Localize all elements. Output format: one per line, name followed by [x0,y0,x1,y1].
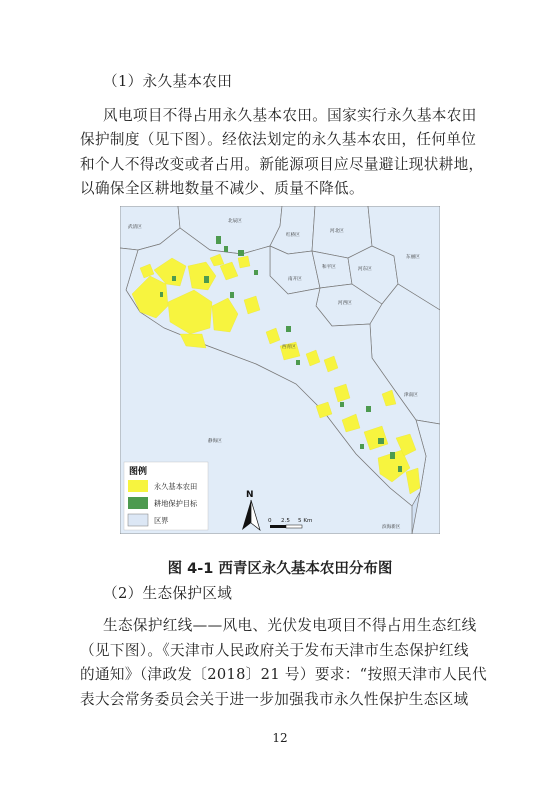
legend-label-boundary: 区界 [154,516,169,525]
label-hebei: 河北区 [330,229,344,234]
cultivated-patch [340,402,344,407]
label-beichen: 北辰区 [228,219,242,224]
label-hexi: 河西区 [338,301,352,306]
section1-paragraph-line-3: 和个人不得改变或者占用。新能源项目应尽量避让现状耕地， [80,156,484,173]
farmland-distribution-map [120,206,440,534]
cultivated-patch [238,250,244,256]
label-jinnan: 津南区 [404,393,418,398]
label-jinghai: 静海区 [208,439,222,444]
section1-paragraph-line-2: 保护制度（见下图）。经依法划定的永久基本农田，任何单位 [80,131,477,148]
legend-title: 图例 [129,467,148,477]
cultivated-patch [204,276,209,283]
label-heping: 和平区 [322,265,336,270]
label-hongqiao: 红桥区 [286,233,300,238]
label-xiqing: 西青区 [282,345,296,350]
legend-swatch-cultivated [128,497,148,509]
cultivated-patch [366,406,371,412]
label-hedong: 河东区 [358,267,372,272]
cultivated-patch [286,326,291,332]
scale-tick-5km: 5 Km [298,518,313,524]
legend-swatch-boundary [128,514,148,526]
label-dongli: 东丽区 [406,255,420,260]
farmland-patch [238,256,250,268]
cultivated-patch [172,276,176,281]
map-legend [124,462,208,530]
cultivated-patch [230,292,234,298]
legend-swatch-farmland [128,480,148,492]
cultivated-patch [390,452,395,459]
legend-label-cultivated: 耕地保护目标 [154,499,198,508]
section2-paragraph-line-1: 生态保护红线——风电、光伏发电项目不得占用生态红线 [103,617,477,634]
section2-paragraph-line-3: 的通知》（津政发〔2018〕21 号）要求：“按照天津市人民代 [80,666,488,683]
section2-paragraph-line-4: 表大会常务委员会关于进一步加强我市永久性保护生态区域 [80,691,469,708]
section1-paragraph-line-4: 以确保全区耕地数量不减少、质量不降低。 [80,180,364,197]
cultivated-patch [398,466,402,472]
cultivated-patch [160,292,163,297]
cultivated-patch [224,246,228,252]
north-label: N [246,490,254,500]
page-number: 12 [272,731,288,745]
section2-heading: （2）生态保护区域 [103,585,233,602]
scale-tick-2-5: 2.5 [281,518,290,524]
label-wuqing: 武清区 [128,225,142,230]
section1-heading: （1）永久基本农田 [103,73,233,90]
scale-tick-0: 0 [268,518,272,524]
section2-paragraph-line-2: （见下图）。《天津市人民政府关于发布天津市生态保护红线 [80,642,469,659]
figure-caption: 图 4-1 西青区永久基本农田分布图 [167,561,393,577]
label-binhai: 滨海新区 [382,525,401,530]
cultivated-patch [216,236,221,244]
cultivated-patch [360,444,364,449]
section1-paragraph-line-1: 风电项目不得占用永久基本农田。国家实行永久基本农田 [103,107,477,124]
label-nankai: 南开区 [288,277,302,282]
legend-label-farmland: 永久基本农田 [154,482,198,491]
cultivated-patch [254,270,258,275]
cultivated-patch [296,360,300,365]
cultivated-patch [378,438,384,444]
